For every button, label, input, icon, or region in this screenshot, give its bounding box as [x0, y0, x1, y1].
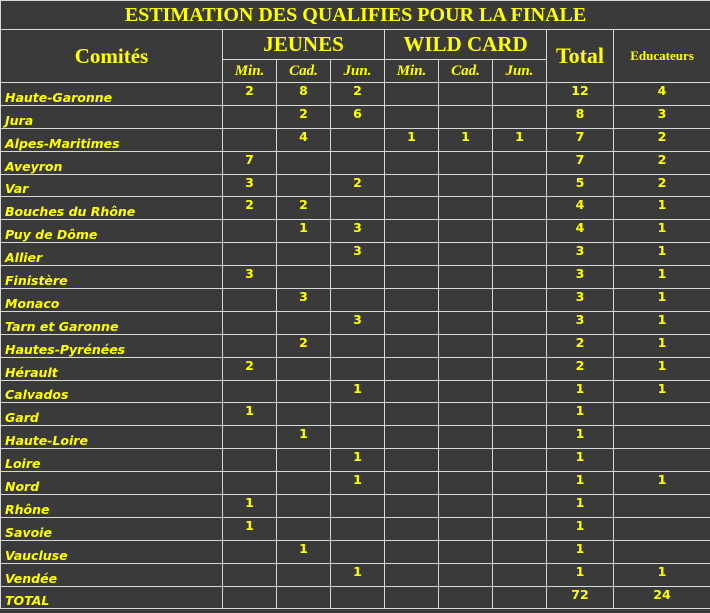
table-row	[1, 128, 710, 151]
cell-educateurs: 4	[614, 83, 710, 106]
cell-educateurs	[614, 426, 710, 449]
cell-educateurs: 1	[614, 472, 710, 495]
cell-wc-jun	[493, 472, 547, 495]
cell-wc-min	[385, 220, 439, 243]
cell-wc-jun	[493, 334, 547, 357]
cell-wc-cad	[439, 357, 493, 380]
cell-jeunes-cad	[277, 266, 331, 289]
cell-wc-min	[385, 289, 439, 312]
cell-wc-cad	[439, 563, 493, 586]
cell-wc-jun	[493, 449, 547, 472]
table-row	[1, 426, 710, 449]
cell-jeunes-cad: 8	[277, 83, 331, 106]
cell-wc-cad	[439, 151, 493, 174]
cell-jeunes-jun: 1	[331, 449, 385, 472]
cell-wc-min	[385, 266, 439, 289]
cell-jeunes-min	[223, 380, 277, 403]
comite-name: Savoie	[1, 517, 223, 540]
comite-name: Var	[1, 174, 223, 197]
cell-jeunes-jun	[331, 151, 385, 174]
cell-wc-cad	[439, 289, 493, 312]
cell-jeunes-min	[223, 472, 277, 495]
table-row	[1, 83, 710, 106]
cell-wc-cad: 1	[439, 128, 493, 151]
cell-wc-cad	[439, 495, 493, 518]
cell-wc-cad	[439, 83, 493, 106]
table-row	[1, 540, 710, 563]
cell-total: 72	[547, 586, 614, 608]
table-row	[1, 563, 710, 586]
cell-jeunes-cad: 3	[277, 289, 331, 312]
cell-jeunes-min: 1	[223, 495, 277, 518]
cell-jeunes-jun: 1	[331, 380, 385, 403]
cell-educateurs: 24	[614, 586, 710, 608]
comite-name: Calvados	[1, 380, 223, 403]
cell-wc-jun	[493, 586, 547, 608]
cell-educateurs: 1	[614, 266, 710, 289]
cell-educateurs: 1	[614, 334, 710, 357]
cell-jeunes-min	[223, 289, 277, 312]
cell-educateurs: 1	[614, 311, 710, 334]
cell-total: 12	[547, 83, 614, 106]
cell-jeunes-cad	[277, 380, 331, 403]
cell-wc-min	[385, 426, 439, 449]
cell-jeunes-jun	[331, 266, 385, 289]
comite-name: Hérault	[1, 357, 223, 380]
cell-wc-cad	[439, 220, 493, 243]
cell-educateurs: 1	[614, 380, 710, 403]
cell-jeunes-jun	[331, 197, 385, 220]
cell-wc-jun	[493, 311, 547, 334]
subheader-wc-cad: Cad.	[439, 60, 493, 83]
cell-jeunes-min: 3	[223, 174, 277, 197]
cell-wc-cad	[439, 472, 493, 495]
cell-jeunes-cad	[277, 403, 331, 426]
cell-educateurs	[614, 403, 710, 426]
cell-jeunes-min: 2	[223, 357, 277, 380]
cell-jeunes-min	[223, 334, 277, 357]
cell-total: 1	[547, 563, 614, 586]
cell-jeunes-cad	[277, 517, 331, 540]
comite-name: Haute-Garonne	[1, 83, 223, 106]
cell-jeunes-min: 3	[223, 266, 277, 289]
comite-name: Puy de Dôme	[1, 220, 223, 243]
table-row	[1, 472, 710, 495]
cell-total: 4	[547, 197, 614, 220]
cell-wc-min	[385, 563, 439, 586]
comite-name: Alpes-Maritimes	[1, 128, 223, 151]
cell-jeunes-cad	[277, 243, 331, 266]
table-row	[1, 266, 710, 289]
table-row	[1, 105, 710, 128]
cell-wc-min	[385, 83, 439, 106]
cell-jeunes-cad	[277, 174, 331, 197]
comites-header: Comités	[1, 30, 223, 83]
cell-wc-cad	[439, 380, 493, 403]
cell-total: 1	[547, 495, 614, 518]
cell-wc-jun	[493, 540, 547, 563]
comite-name: Jura	[1, 105, 223, 128]
educateurs-header: Educateurs	[614, 30, 710, 83]
cell-jeunes-jun	[331, 128, 385, 151]
cell-wc-min	[385, 472, 439, 495]
comite-name: Monaco	[1, 289, 223, 312]
cell-wc-jun	[493, 289, 547, 312]
cell-jeunes-min	[223, 128, 277, 151]
subheader-wc-jun: Jun.	[493, 60, 547, 83]
jeunes-header: JEUNES	[223, 30, 385, 60]
cell-wc-min	[385, 449, 439, 472]
cell-jeunes-cad	[277, 472, 331, 495]
cell-wc-jun	[493, 517, 547, 540]
comite-name: Bouches du Rhône	[1, 197, 223, 220]
cell-jeunes-min	[223, 586, 277, 608]
cell-total: 1	[547, 403, 614, 426]
cell-educateurs: 1	[614, 289, 710, 312]
cell-educateurs: 1	[614, 197, 710, 220]
table-row	[1, 380, 710, 403]
cell-wc-jun	[493, 563, 547, 586]
cell-jeunes-jun	[331, 289, 385, 312]
cell-jeunes-cad: 4	[277, 128, 331, 151]
cell-jeunes-min	[223, 220, 277, 243]
table-row	[1, 289, 710, 312]
cell-jeunes-min: 2	[223, 197, 277, 220]
comite-name: Haute-Loire	[1, 426, 223, 449]
comite-name: Finistère	[1, 266, 223, 289]
cell-wc-min	[385, 334, 439, 357]
cell-jeunes-jun	[331, 334, 385, 357]
cell-educateurs: 1	[614, 563, 710, 586]
cell-jeunes-jun	[331, 403, 385, 426]
total-row	[1, 586, 710, 608]
cell-wc-min	[385, 197, 439, 220]
cell-wc-min	[385, 495, 439, 518]
cell-wc-cad	[439, 266, 493, 289]
cell-jeunes-min	[223, 105, 277, 128]
cell-jeunes-min	[223, 311, 277, 334]
cell-wc-cad	[439, 197, 493, 220]
cell-wc-cad	[439, 426, 493, 449]
cell-wc-min	[385, 243, 439, 266]
table-row	[1, 243, 710, 266]
cell-wc-min	[385, 403, 439, 426]
cell-wc-jun	[493, 83, 547, 106]
cell-total: 1	[547, 380, 614, 403]
cell-total: 3	[547, 289, 614, 312]
cell-jeunes-cad	[277, 449, 331, 472]
cell-jeunes-min	[223, 243, 277, 266]
cell-educateurs: 1	[614, 243, 710, 266]
cell-jeunes-cad: 1	[277, 220, 331, 243]
cell-total: 8	[547, 105, 614, 128]
cell-wc-min	[385, 586, 439, 608]
cell-educateurs	[614, 449, 710, 472]
comite-name: TOTAL	[1, 586, 223, 608]
table-row	[1, 334, 710, 357]
cell-jeunes-cad	[277, 563, 331, 586]
cell-jeunes-cad	[277, 357, 331, 380]
cell-wc-jun	[493, 380, 547, 403]
cell-jeunes-min	[223, 563, 277, 586]
cell-total: 3	[547, 311, 614, 334]
cell-total: 3	[547, 243, 614, 266]
comite-name: Loire	[1, 449, 223, 472]
cell-educateurs: 3	[614, 105, 710, 128]
cell-wc-cad	[439, 517, 493, 540]
subheader-jun: Jun.	[331, 60, 385, 83]
comite-name: Gard	[1, 403, 223, 426]
cell-jeunes-cad	[277, 311, 331, 334]
cell-jeunes-cad: 1	[277, 540, 331, 563]
table-row	[1, 311, 710, 334]
cell-wc-min	[385, 380, 439, 403]
cell-wc-cad	[439, 311, 493, 334]
cell-wc-jun: 1	[493, 128, 547, 151]
cell-total: 1	[547, 472, 614, 495]
cell-wc-cad	[439, 334, 493, 357]
cell-educateurs: 2	[614, 151, 710, 174]
cell-wc-jun	[493, 403, 547, 426]
cell-jeunes-cad: 2	[277, 105, 331, 128]
comite-name: Nord	[1, 472, 223, 495]
cell-wc-cad	[439, 243, 493, 266]
comite-name: Allier	[1, 243, 223, 266]
cell-jeunes-jun	[331, 495, 385, 518]
cell-jeunes-jun	[331, 540, 385, 563]
subheader-min: Min.	[223, 60, 277, 83]
cell-jeunes-jun	[331, 517, 385, 540]
cell-educateurs	[614, 540, 710, 563]
cell-wc-cad	[439, 174, 493, 197]
table-row	[1, 197, 710, 220]
cell-total: 1	[547, 540, 614, 563]
cell-jeunes-jun: 6	[331, 105, 385, 128]
cell-total: 3	[547, 266, 614, 289]
cell-educateurs: 2	[614, 128, 710, 151]
cell-jeunes-min	[223, 540, 277, 563]
table-title: ESTIMATION DES QUALIFIES POUR LA FINALE	[1, 1, 710, 30]
cell-jeunes-jun	[331, 357, 385, 380]
cell-wc-min: 1	[385, 128, 439, 151]
cell-wc-cad	[439, 540, 493, 563]
table-row	[1, 403, 710, 426]
cell-wc-min	[385, 174, 439, 197]
cell-wc-min	[385, 105, 439, 128]
cell-jeunes-jun: 2	[331, 83, 385, 106]
cell-jeunes-jun: 2	[331, 174, 385, 197]
cell-jeunes-jun	[331, 586, 385, 608]
cell-wc-jun	[493, 105, 547, 128]
cell-wc-cad	[439, 105, 493, 128]
cell-jeunes-cad: 1	[277, 426, 331, 449]
cell-total: 5	[547, 174, 614, 197]
cell-total: 1	[547, 517, 614, 540]
table-row	[1, 151, 710, 174]
cell-total: 4	[547, 220, 614, 243]
cell-total: 2	[547, 357, 614, 380]
table-row	[1, 357, 710, 380]
cell-wc-jun	[493, 174, 547, 197]
table-row	[1, 174, 710, 197]
cell-jeunes-jun	[331, 426, 385, 449]
cell-wc-jun	[493, 220, 547, 243]
cell-wc-jun	[493, 151, 547, 174]
cell-jeunes-cad	[277, 586, 331, 608]
cell-total: 7	[547, 151, 614, 174]
cell-total: 1	[547, 426, 614, 449]
cell-jeunes-jun: 3	[331, 220, 385, 243]
cell-jeunes-jun: 1	[331, 563, 385, 586]
cell-jeunes-cad	[277, 495, 331, 518]
cell-jeunes-min	[223, 426, 277, 449]
cell-jeunes-cad: 2	[277, 197, 331, 220]
cell-wc-jun	[493, 426, 547, 449]
cell-wc-jun	[493, 266, 547, 289]
cell-jeunes-min: 2	[223, 83, 277, 106]
cell-jeunes-cad	[277, 151, 331, 174]
comite-name: Hautes-Pyrénées	[1, 334, 223, 357]
cell-jeunes-min: 7	[223, 151, 277, 174]
comite-name: Vendée	[1, 563, 223, 586]
cell-jeunes-min: 1	[223, 517, 277, 540]
table-row	[1, 220, 710, 243]
comite-name: Vaucluse	[1, 540, 223, 563]
cell-wc-cad	[439, 586, 493, 608]
cell-jeunes-jun: 3	[331, 311, 385, 334]
total-header: Total	[547, 30, 614, 83]
cell-educateurs	[614, 517, 710, 540]
comite-name: Rhône	[1, 495, 223, 518]
cell-educateurs: 2	[614, 174, 710, 197]
cell-total: 7	[547, 128, 614, 151]
table-row	[1, 449, 710, 472]
cell-educateurs: 1	[614, 357, 710, 380]
cell-wc-min	[385, 311, 439, 334]
comite-name: Aveyron	[1, 151, 223, 174]
table-row	[1, 495, 710, 518]
cell-jeunes-jun: 1	[331, 472, 385, 495]
cell-wc-min	[385, 357, 439, 380]
cell-wc-jun	[493, 357, 547, 380]
cell-wc-min	[385, 151, 439, 174]
subheader-cad: Cad.	[277, 60, 331, 83]
subheader-wc-min: Min.	[385, 60, 439, 83]
cell-jeunes-jun: 3	[331, 243, 385, 266]
wild-card-header: WILD CARD	[385, 30, 547, 60]
cell-wc-min	[385, 540, 439, 563]
cell-wc-min	[385, 517, 439, 540]
cell-jeunes-min: 1	[223, 403, 277, 426]
cell-total: 2	[547, 334, 614, 357]
cell-wc-jun	[493, 197, 547, 220]
cell-wc-jun	[493, 243, 547, 266]
cell-wc-cad	[439, 403, 493, 426]
cell-educateurs	[614, 495, 710, 518]
cell-jeunes-min	[223, 449, 277, 472]
comite-name: Tarn et Garonne	[1, 311, 223, 334]
cell-educateurs: 1	[614, 220, 710, 243]
cell-total: 1	[547, 449, 614, 472]
cell-jeunes-cad: 2	[277, 334, 331, 357]
table-row	[1, 517, 710, 540]
cell-wc-jun	[493, 495, 547, 518]
cell-wc-cad	[439, 449, 493, 472]
